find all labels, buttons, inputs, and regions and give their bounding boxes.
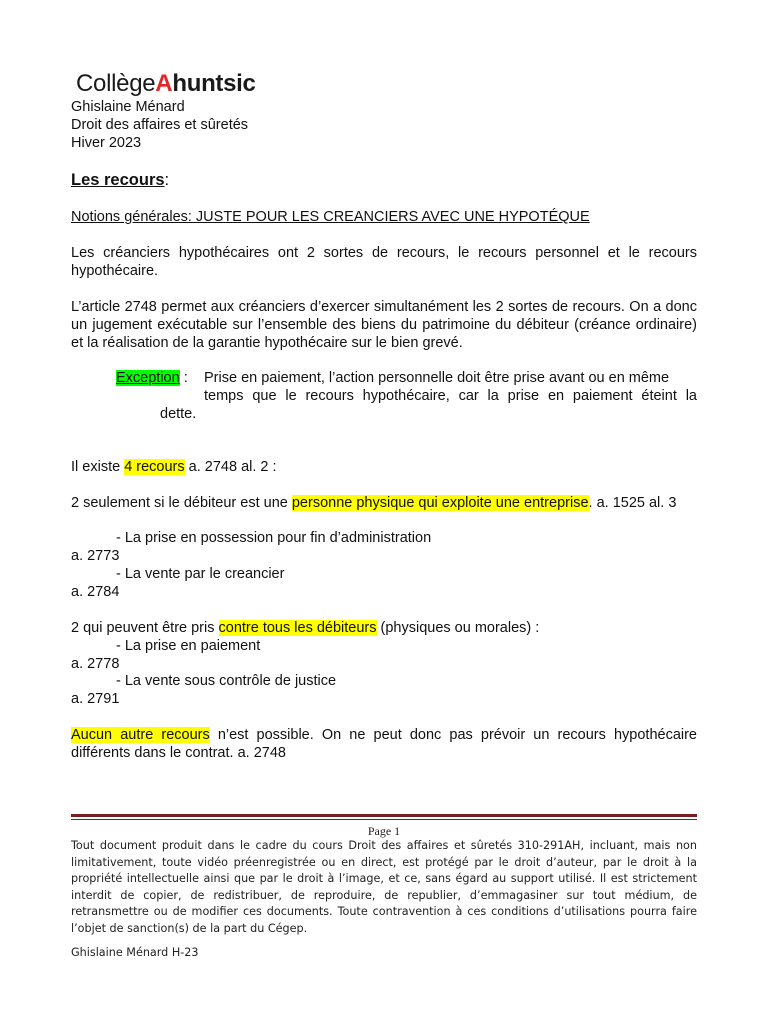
section-subtitle: Notions générales: JUSTE POUR LES CREANCIERS AVEC UNE HYPOTÉQUE <box>71 209 590 225</box>
exception-line-2: temps que le recours hypothécaire, car la prise en paiement éteint la <box>204 388 697 404</box>
exception-line-1: Prise en paiement, l’action personnelle doit être prise avant ou en même <box>204 370 670 386</box>
page-title-text: Les recours <box>71 171 165 189</box>
exception-label-line <box>116 369 188 387</box>
group1-highlight: personne physique qui exploite une entreprise <box>291 495 589 511</box>
course-name: Droit des affaires et sûretés <box>71 117 249 133</box>
group1-post: . a. 1525 al. 3 <box>588 495 677 511</box>
article-ref: a. 2773 <box>71 548 120 564</box>
recours-count-highlight: 4 recours <box>124 459 185 475</box>
footer-rule-thick <box>71 814 697 817</box>
list-item: - La vente sous contrôle de justice <box>116 673 337 689</box>
group2-intro <box>71 619 697 637</box>
footer-rule-thin <box>71 819 697 820</box>
exception-colon: : <box>179 370 188 386</box>
logo-part-huntsic: huntsic <box>172 70 256 97</box>
page-title <box>71 171 697 190</box>
group1-intro <box>71 494 697 512</box>
paragraph-intro: Les créanciers hypothécaires ont 2 sortes de recours, le recours personnel et le recours hypothécaire. <box>71 245 697 279</box>
term: Hiver 2023 <box>71 135 142 151</box>
recours-count-post: a. 2748 al. 2 : <box>184 459 277 475</box>
group2-highlight: contre tous les débiteurs <box>218 620 377 636</box>
paragraph-article-2748: L’article 2748 permet aux créanciers d’exercer simultanément les 2 sortes de recours. On a donc un jugement exécutable sur l’ensemble des biens du patrimoine du débiteur (créance ordinaire) et la réalisation de la garantie hypothécaire sur le bien grevé. <box>71 299 697 351</box>
list-item: - La prise en possession pour fin d’administration <box>116 530 432 546</box>
exception-label: Exception <box>116 370 180 386</box>
copyright-notice: Tout document produit dans le cadre du cours Droit des affaires et sûretés 310-291AH, incluant, mais non limitativement, toute vidéo préenregistrée ou en direct, est protégé par le droit d’auteur, par le droit à la propriété intellectuelle ainsi que par le droit à l’image, et ce, sans égard au support utilisé. Il est strictement interdit de copier, de redistribuer, de reproduire, de republier, d’emmagasiner sur tout médium, de retransmettre ou de modifier ces documents. Toute contravention à ces conditions d’utilisations pourra faire l’objet de sanction(s) de la part du Cégep. <box>71 839 697 935</box>
recours-count-line <box>71 458 697 476</box>
closing-text: n’est possible. On ne peut donc pas prévoir un recours hypothécaire différents dans le contrat. a. 2748 <box>71 727 697 761</box>
exception-line-3: dette. <box>160 406 197 422</box>
recours-count-pre: Il existe <box>71 459 125 475</box>
logo-part-college: Collège <box>76 70 156 97</box>
page-title-colon: : <box>164 171 170 189</box>
article-ref: a. 2778 <box>71 656 120 672</box>
group2-post: (physiques ou morales) : <box>376 620 540 636</box>
logo-part-a: A <box>155 70 173 97</box>
closing-paragraph <box>71 726 697 762</box>
author-name: Ghislaine Ménard <box>71 99 185 115</box>
list-item: - La vente par le creancier <box>116 566 285 582</box>
article-ref: a. 2784 <box>71 584 120 600</box>
article-ref: a. 2791 <box>71 691 120 707</box>
group2-pre: 2 qui peuvent être pris <box>71 620 219 636</box>
group1-pre: 2 seulement si le débiteur est une <box>71 495 292 511</box>
closing-highlight: Aucun autre recours <box>71 727 210 743</box>
page-number: Page 1 <box>367 824 401 838</box>
footer-signature: Ghislaine Ménard H-23 <box>71 946 199 959</box>
college-logo <box>76 70 256 98</box>
list-item: - La prise en paiement <box>116 638 261 654</box>
